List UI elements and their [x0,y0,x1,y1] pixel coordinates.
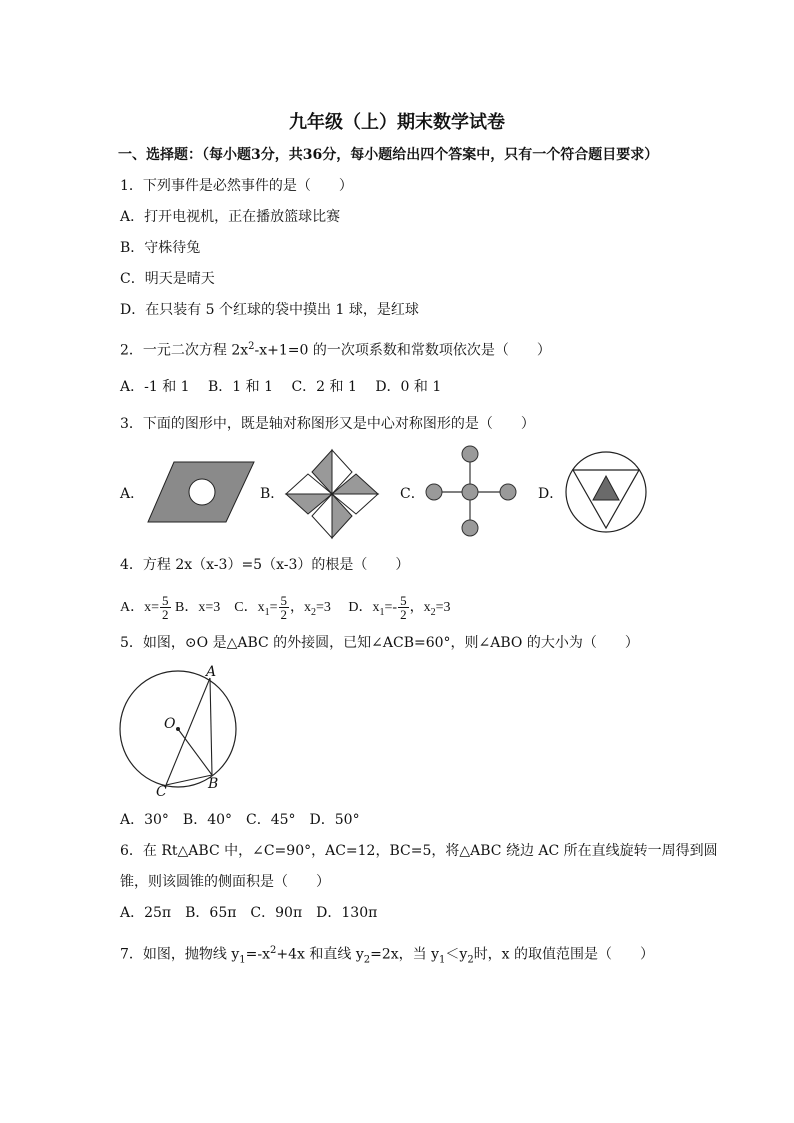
fraction: $\frac{5}{2}$ [162,593,169,623]
page-title: 九年级（上）期末数学试卷 [289,112,505,133]
point-a-label: A [206,664,217,680]
q5-options: A．30° B．40° C．45° D．50° [120,812,360,828]
q1-option-b: B．守株待兔 [120,240,201,256]
q6-line1: 6．在 Rt△ABC 中，∠C=90°，AC=12，BC=5，将△ABC 绕边 AC 所在直线旋转一周得到圆 [120,843,718,859]
q5-stem: 5．如图，⊙O 是△ABC 的外接圆，已知∠ACB=60°，则∠ABO 的大小为（ ） [120,635,639,651]
q2-stem: 2．一元二次方程 $2x^2-x+1=0$ 的一次项系数和常数项依次是（ ） [120,341,551,359]
q2-options: A．-1 和 1 B．1 和 1 C．2 和 1 D．0 和 1 [120,379,442,395]
parallelogram-figure [146,460,256,526]
q3-label-c: C． [400,486,425,502]
circle-triangle-figure [564,450,648,534]
q1-option-c: C．明天是晴天 [120,271,215,287]
q3-stem: 3．下面的图形中，既是轴对称图形又是中心对称图形的是（ ） [120,416,535,432]
q6-line2: 锥，则该圆锥的侧面积是（ ） [120,874,330,890]
circumscribed-circle-figure [116,662,246,800]
q3-label-a: A． [120,486,145,502]
pinwheel-figure [284,448,380,540]
fraction: $\frac{5}{2}$ [280,593,287,623]
cross-circles-figure [422,444,520,540]
q1-option-a: A．打开电视机，正在播放篮球比赛 [120,209,341,225]
point-o-label: O [164,716,176,732]
q7-stem: 7．如图，抛物线 $y_1=-x^2+4x$ 和直线 $y_2=2x$，当 $y_1<y_2$时，x 的取值范围是（ ） [120,945,655,966]
q4-options: A．x= $\frac{5}{2}$ B．x=3 C．$x_1=$ $\frac{5}{2}$ ，$x_2=3$ D．$x_1=-$ $\frac{5}{2}$ ，$x_2=3$ [120,593,451,623]
q3-label-d: D． [538,486,564,502]
q4-stem: 4．方程 2x（x-3）=5（x-3）的根是（ ） [120,557,410,573]
q1-option-d: D．在只装有 5 个红球的袋中摸出 1 球，是红球 [120,302,419,318]
section-heading: 一、选择题：（每小题3分，共36分，每小题给出四个答案中，只有一个符合题目要求） [118,147,659,163]
point-c-label: C [156,784,167,800]
q6-options: A．25π B．65π C．90π D．130π [120,905,378,921]
q3-label-b: B． [260,486,285,502]
point-b-label: B [208,776,219,792]
q1-stem: 1．下列事件是必然事件的是（ ） [120,178,353,194]
fraction: $\frac{5}{2}$ [400,593,407,623]
